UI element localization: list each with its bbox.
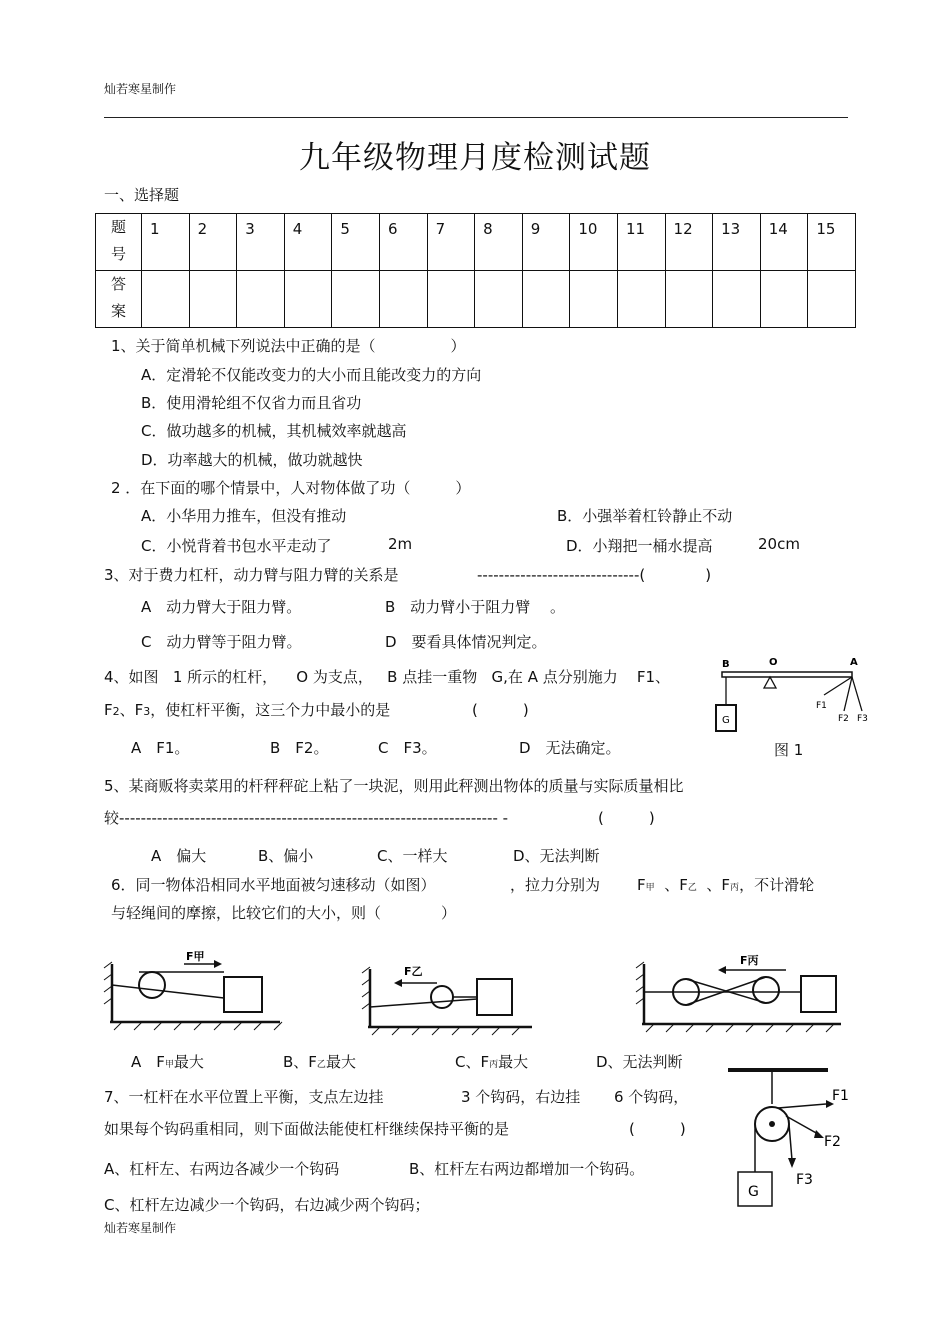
q4-option-d: D 无法确定。 xyxy=(519,739,621,757)
answer-cell[interactable] xyxy=(475,271,523,328)
fixed-pulley-figure xyxy=(718,1062,858,1212)
q7-line1c: 6 个钩码， xyxy=(614,1088,689,1106)
lever-bar xyxy=(722,672,852,677)
q7-line2: 如果每个钩码重相同，则下面做法能使杠杆继续保持平衡的是 xyxy=(104,1120,510,1138)
q7-option-a: A、杠杆左、右两边各减少一个钩码 xyxy=(104,1160,340,1178)
pulley-figure-1 xyxy=(104,950,284,1030)
f-yi-label: F乙 xyxy=(404,965,423,978)
question-number-cell: 4 xyxy=(284,214,332,271)
answer-cell[interactable] xyxy=(665,271,713,328)
question-number-cell: 15 xyxy=(808,214,856,271)
q5-option-c: C、一样大 xyxy=(377,847,448,865)
table-row xyxy=(96,271,856,328)
question-number-cell: 8 xyxy=(475,214,523,271)
q7-paren: ( ) xyxy=(629,1120,686,1138)
question-number-cell: 9 xyxy=(522,214,570,271)
label-f3: F3 xyxy=(796,1172,813,1188)
answer-cell[interactable] xyxy=(427,271,475,328)
answer-cell[interactable] xyxy=(522,271,570,328)
label-f1: F1 xyxy=(832,1088,849,1104)
label-f2: F2 xyxy=(824,1134,841,1150)
q7-option-c: C、杠杆左边减少一个钩码，右边减少两个钩码； xyxy=(104,1196,430,1214)
q6-option-b: B、F乙最大 xyxy=(283,1053,356,1071)
lever-figure xyxy=(712,655,872,740)
question-number-cell: 7 xyxy=(427,214,475,271)
question-number-cell: 12 xyxy=(665,214,713,271)
question-number-cell: 5 xyxy=(332,214,380,271)
figure1-caption: 图 1 xyxy=(774,741,804,759)
answer-cell[interactable] xyxy=(332,271,380,328)
q6-forces: F甲 、F乙 、F丙，不计滑轮 xyxy=(637,876,815,894)
answer-cell[interactable] xyxy=(284,271,332,328)
question-number-cell: 6 xyxy=(379,214,427,271)
q6-option-c: C、F丙最大 xyxy=(455,1053,529,1071)
q1-option-a: A．定滑轮不仅能改变力的大小而且能改变力的方向 xyxy=(141,366,482,384)
q3-option-c: C 动力臂等于阻力臂。 xyxy=(141,633,302,651)
answer-cell[interactable] xyxy=(237,271,285,328)
q7-option-b: B、杠杆左右两边都增加一个钩码。 xyxy=(409,1160,645,1178)
label-g: G xyxy=(748,1184,759,1200)
label-f1: F1 xyxy=(816,701,827,711)
q5-option-b: B、偏小 xyxy=(258,847,314,865)
header-rule xyxy=(104,117,848,118)
q2-option-d-value: 20cm xyxy=(758,535,800,553)
table-header-cell: 题 号 xyxy=(96,214,142,271)
pulley-figure-2 xyxy=(362,955,542,1035)
label-g: G xyxy=(722,715,730,726)
q5-line2: 较---------------------------------------------------------------------- - xyxy=(104,809,509,827)
q5-paren: ( ) xyxy=(598,809,655,827)
q7-line1b: 3 个钩码，右边挂 xyxy=(461,1088,581,1106)
q2-stem: 2 ．在下面的哪个情景中，人对物体做了功（ ） xyxy=(111,479,471,497)
q5-option-a: A 偏大 xyxy=(151,847,207,865)
q7-line1a: 7、一杠杆在水平位置上平衡，支点左边挂 xyxy=(104,1088,384,1106)
q2-option-a: A．小华用力推车，但没有推动 xyxy=(141,507,347,525)
question-number-cell: 13 xyxy=(713,214,761,271)
table-row xyxy=(96,214,856,271)
label-o: O xyxy=(769,657,778,668)
answer-cell[interactable] xyxy=(379,271,427,328)
label-a: A xyxy=(850,657,858,668)
label-f3: F3 xyxy=(857,714,868,724)
q6-option-a: A F甲最大 xyxy=(131,1053,204,1071)
pulley-figure-3 xyxy=(636,950,846,1032)
answer-cell[interactable] xyxy=(189,271,237,328)
question-number-cell: 3 xyxy=(237,214,285,271)
q2-option-c: C．小悦背着书包水平走动了 xyxy=(141,537,332,555)
answer-table xyxy=(95,213,856,328)
answer-cell[interactable] xyxy=(760,271,808,328)
q4-option-a: A F1。 xyxy=(131,739,190,757)
q3-option-d: D 要看具体情况判定。 xyxy=(385,633,547,651)
q4-line1: 4、如图 1 所示的杠杆， O 为支点， B 点挂一重物 G,在 A 点分别施力 F1、 xyxy=(104,668,670,686)
page-title: 九年级物理月度检测试题 xyxy=(299,140,651,176)
section-heading: 一、选择题 xyxy=(104,186,180,204)
answer-cell[interactable] xyxy=(570,271,618,328)
f-bing-label: F丙 xyxy=(740,954,759,967)
q2-option-d: D．小翔把一桶水提高 xyxy=(566,537,713,555)
q4-option-b: B F2。 xyxy=(270,739,329,757)
q1-option-b: B．使用滑轮组不仅省力而且省功 xyxy=(141,394,362,412)
question-number-cell: 11 xyxy=(617,214,665,271)
q6-option-d: D、无法判断 xyxy=(596,1053,683,1071)
q1-stem: 1、关于简单机械下列说法中正确的是（ ） xyxy=(111,337,466,355)
answer-cell[interactable] xyxy=(713,271,761,328)
label-b: B xyxy=(722,659,730,670)
answer-cell[interactable] xyxy=(617,271,665,328)
q3-option-b: B 动力臂小于阻力臂 。 xyxy=(385,598,566,616)
q4-line2: F2、F3，使杠杆平衡，这三个力中最小的是 xyxy=(104,701,391,719)
question-number-cell: 14 xyxy=(760,214,808,271)
q3-option-a: A 动力臂大于阻力臂。 xyxy=(141,598,302,616)
q6-line2: 与轻绳间的摩擦，比较它们的大小，则（ ） xyxy=(111,904,457,922)
footer-maker: 灿若寒星制作 xyxy=(104,1221,177,1235)
q4-option-c: C F3。 xyxy=(378,739,437,757)
q2-option-c-value: 2m xyxy=(388,535,413,553)
q3-stem: 3、对于费力杠杆，动力臂与阻力臂的关系是 xyxy=(104,566,399,584)
q6-line1a: 6．同一物体沿相同水平地面被匀速移动（如图） xyxy=(111,876,436,894)
answer-cell[interactable] xyxy=(142,271,190,328)
fulcrum xyxy=(764,677,776,688)
f-jia-label: F甲 xyxy=(186,950,205,963)
q2-option-b: B．小强举着杠铃静止不动 xyxy=(557,507,733,525)
q1-option-c: C．做功越多的机械，其机械效率就越高 xyxy=(141,422,407,440)
q4-paren: ( ) xyxy=(472,701,529,719)
q1-option-d: D．功率越大的机械，做功就越快 xyxy=(141,451,363,469)
q6-line1b: ，拉力分别为 xyxy=(510,876,601,894)
q5-line1: 5、某商贩将卖菜用的杆秤秤砣上粘了一块泥，则用此秤测出物体的质量与实际质量相比 xyxy=(104,777,684,795)
answer-cell[interactable] xyxy=(808,271,856,328)
question-number-cell: 1 xyxy=(142,214,190,271)
q3-dashes: ------------------------------( ) xyxy=(477,566,712,584)
label-f2: F2 xyxy=(838,714,849,724)
q5-option-d: D、无法判断 xyxy=(513,847,600,865)
question-number-cell: 2 xyxy=(189,214,237,271)
question-number-cell: 10 xyxy=(570,214,618,271)
header-maker: 灿若寒星制作 xyxy=(104,82,177,96)
table-header-cell: 答 案 xyxy=(96,271,142,328)
f3-arrow xyxy=(852,677,862,711)
